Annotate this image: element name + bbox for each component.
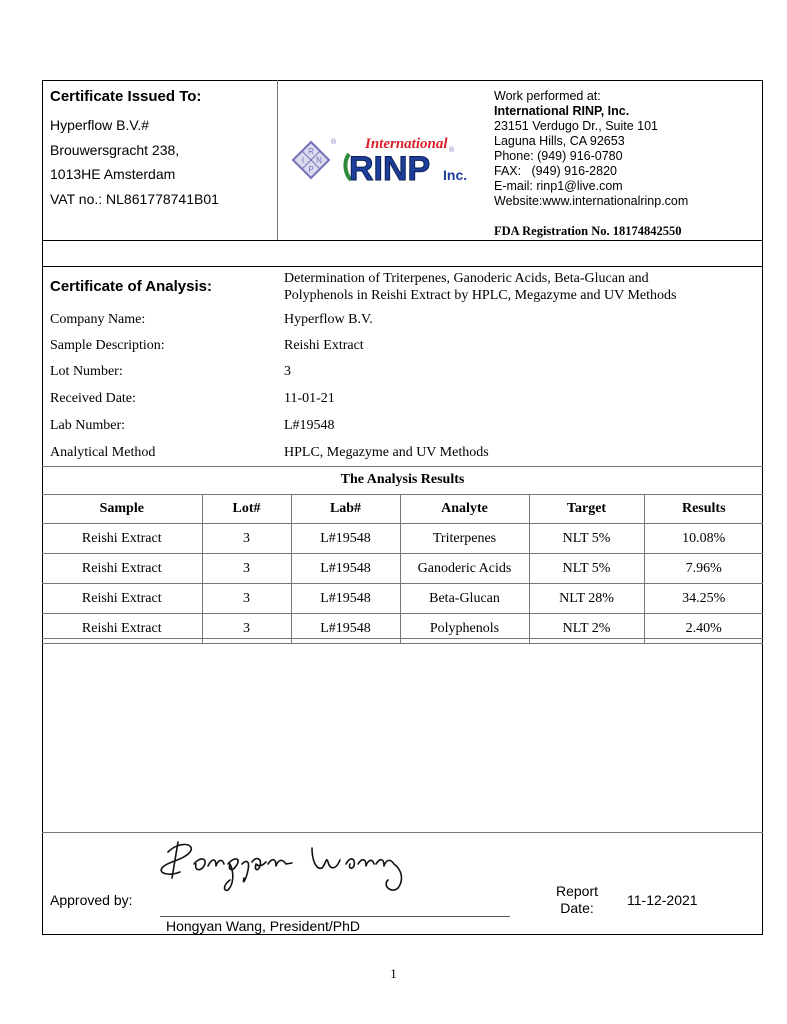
- lab-address-line: Laguna Hills, CA 92653: [494, 134, 625, 148]
- table-row: [42, 524, 763, 554]
- table-row: [42, 554, 763, 584]
- field-label: Lot Number:: [50, 364, 123, 379]
- field-value: Hyperflow B.V.: [284, 312, 373, 327]
- svg-text:R: R: [308, 147, 314, 156]
- field-label: Lab Number:: [50, 418, 126, 433]
- column-header: Results: [644, 495, 763, 524]
- table-cell: L#19548: [291, 614, 400, 644]
- lab-phone: Phone: (949) 916-0780: [494, 149, 623, 163]
- field-value: 3: [284, 364, 291, 379]
- handwritten-signature: [150, 830, 420, 900]
- header-bottom-rule: [42, 240, 763, 241]
- svg-text:I: I: [301, 156, 305, 165]
- table-cell: NLT 28%: [529, 584, 644, 614]
- issued-to-line: Brouwersgracht 238,: [50, 142, 180, 158]
- lab-address-line: 23151 Verdugo Dr., Suite 101: [494, 119, 659, 133]
- svg-text:N: N: [316, 156, 322, 165]
- column-header: Lot#: [202, 495, 291, 524]
- table-cell: 2.40%: [644, 614, 763, 644]
- lab-website: Website:www.internationalrinp.com: [494, 194, 689, 208]
- table-cell: Reishi Extract: [42, 524, 202, 554]
- svg-text:®: ®: [449, 147, 455, 154]
- work-performed-label: Work performed at:: [494, 89, 601, 103]
- table-cell: NLT 2%: [529, 614, 644, 644]
- table-cell: 34.25%: [644, 584, 763, 614]
- results-header-row: [42, 495, 763, 524]
- table-cell: Reishi Extract: [42, 614, 202, 644]
- column-header: Lab#: [291, 495, 400, 524]
- header-divider: [277, 80, 278, 240]
- analysis-top-rule: [42, 266, 763, 267]
- results-title: The Analysis Results: [340, 472, 465, 487]
- table-cell: 10.08%: [644, 524, 763, 554]
- signature-line: [160, 916, 510, 917]
- table-cell: NLT 5%: [529, 554, 644, 584]
- signer-name: Hongyan Wang, President/PhD: [166, 918, 361, 934]
- table-cell: L#19548: [291, 584, 400, 614]
- lab-email: E-mail: rinp1@live.com: [494, 179, 623, 193]
- table-cell: Polyphenols: [400, 614, 529, 644]
- column-header: Analyte: [400, 495, 529, 524]
- report-date-label: Report Date:: [556, 883, 599, 916]
- field-value: L#19548: [284, 418, 335, 433]
- results-title-rule: [42, 466, 763, 467]
- table-cell: L#19548: [291, 554, 400, 584]
- field-label: Analytical Method: [50, 445, 156, 460]
- svg-text:International: International: [365, 136, 448, 152]
- coa-title: Certificate of Analysis:: [50, 278, 212, 295]
- table-cell: Ganoderic Acids: [400, 554, 529, 584]
- field-value: Reishi Extract: [284, 338, 364, 353]
- issued-to-line: VAT no.: NL861778741B01: [50, 191, 219, 207]
- table-cell: 3: [202, 614, 291, 644]
- approved-by-label: Approved by:: [50, 892, 133, 908]
- coa-description: Determination of Triterpenes, Ganoderic Acids, Beta-Glucan and Polyphenols in Reishi Extract by HPLC, Megazyme and UV Methods: [284, 271, 677, 303]
- table-cell: Beta-Glucan: [400, 584, 529, 614]
- column-header: Sample: [42, 495, 202, 524]
- issued-to-line: 1013HE Amsterdam: [50, 166, 176, 182]
- svg-text:P: P: [308, 165, 314, 174]
- issued-to-line: Hyperflow B.V.#: [50, 117, 150, 133]
- svg-text:Inc.: Inc.: [443, 167, 468, 183]
- lab-fax: FAX: (949) 916-2820: [494, 164, 617, 178]
- table-cell: 3: [202, 554, 291, 584]
- svg-text:RINP: RINP: [349, 150, 431, 188]
- table-row: [42, 584, 763, 614]
- table-cell: 3: [202, 524, 291, 554]
- table-cell: 7.96%: [644, 554, 763, 584]
- table-cell: Reishi Extract: [42, 554, 202, 584]
- table-cell: L#19548: [291, 524, 400, 554]
- fda-registration: FDA Registration No. 18174842550: [494, 224, 682, 238]
- field-label: Company Name:: [50, 312, 146, 327]
- svg-text:®: ®: [331, 139, 337, 146]
- table-cell: NLT 5%: [529, 524, 644, 554]
- table-cell: Reishi Extract: [42, 584, 202, 614]
- column-header: Target: [529, 495, 644, 524]
- field-value: HPLC, Megazyme and UV Methods: [284, 445, 489, 460]
- lab-company-name: International RINP, Inc.: [494, 104, 630, 118]
- rinp-logo: [285, 130, 475, 190]
- field-value: 11-01-21: [284, 391, 335, 406]
- table-cell: Triterpenes: [400, 524, 529, 554]
- page-number: 1: [390, 966, 397, 981]
- field-label: Received Date:: [50, 391, 136, 406]
- report-date-value: 11-12-2021: [627, 892, 698, 908]
- field-label: Sample Description:: [50, 338, 165, 353]
- results-table: [42, 494, 763, 644]
- table-row: [42, 614, 763, 644]
- issued-to-title: Certificate Issued To:: [50, 88, 202, 105]
- table-cell: 3: [202, 584, 291, 614]
